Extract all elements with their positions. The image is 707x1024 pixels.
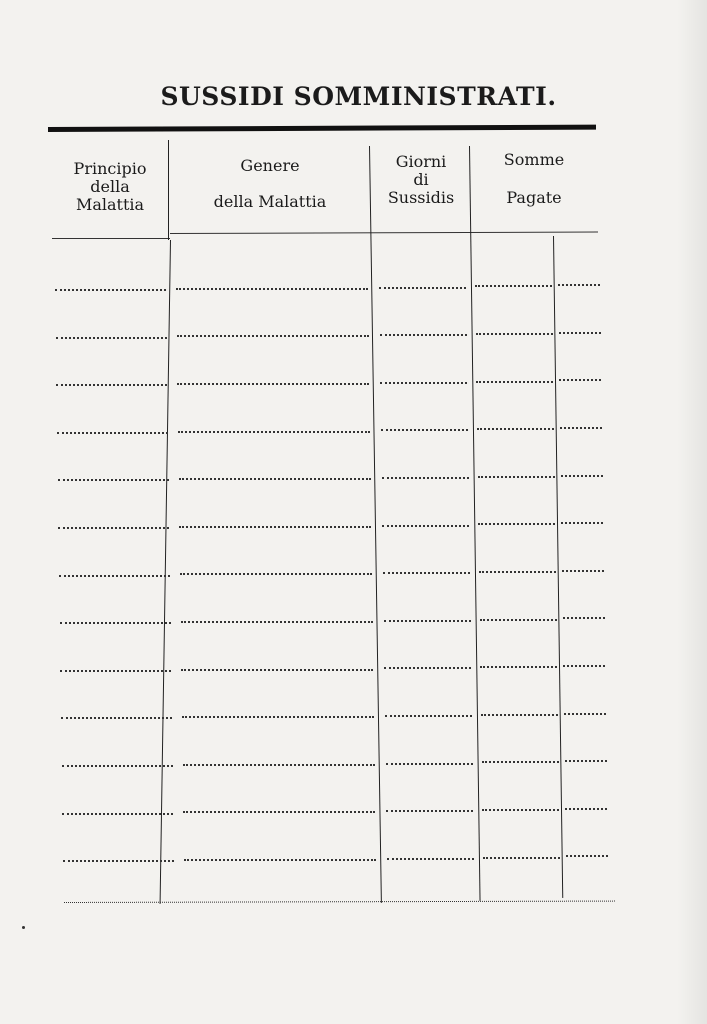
dotted-entry-line-giorni	[381, 429, 468, 431]
column-divider-2	[369, 146, 382, 903]
dotted-entry-line-somme-cent	[563, 665, 605, 667]
dotted-entry-line-giorni	[382, 525, 469, 527]
dotted-entry-line-principio	[59, 575, 170, 577]
dotted-entry-line-somme-lire	[480, 666, 557, 668]
dotted-entry-line-genere	[181, 621, 373, 623]
column-divider-1	[168, 140, 169, 240]
dotted-entry-line-somme-lire	[481, 714, 558, 716]
dotted-entry-line-somme-lire	[475, 285, 552, 287]
dotted-entry-line-somme-lire	[478, 523, 555, 525]
dotted-entry-line-principio	[62, 765, 173, 767]
dotted-entry-line-giorni	[384, 667, 471, 669]
header-principio	[52, 160, 168, 214]
dotted-entry-line-principio	[56, 337, 167, 339]
dotted-entry-line-giorni	[385, 715, 472, 717]
dotted-entry-line-principio	[60, 670, 171, 672]
dotted-entry-line-genere	[179, 526, 371, 528]
dotted-entry-line-somme-cent	[566, 855, 608, 857]
dotted-entry-line-genere	[176, 288, 368, 290]
dotted-entry-line-principio	[58, 527, 169, 529]
header-giorni-line-1: Giorni	[395, 152, 447, 171]
dotted-entry-line-somme-cent	[562, 570, 604, 572]
dotted-entry-line-genere	[183, 811, 375, 813]
dotted-entry-line-somme-lire	[478, 476, 555, 478]
dotted-entry-line-giorni	[382, 477, 469, 479]
dotted-entry-line-genere	[181, 669, 373, 671]
dotted-entry-line-giorni	[379, 287, 466, 289]
column-divider-1-body	[160, 240, 171, 904]
dotted-entry-line-somme-cent	[560, 427, 602, 429]
dotted-entry-line-principio	[56, 384, 167, 386]
page-title: SUSSIDI SOMMINISTRATI.	[160, 82, 557, 111]
dotted-entry-line-principio	[60, 622, 171, 624]
dotted-entry-line-somme-lire	[483, 857, 560, 859]
header-principio-line-1: Principio	[73, 159, 147, 178]
header-genere	[170, 157, 370, 211]
dotted-entry-line-somme-cent	[558, 284, 600, 286]
dotted-entry-line-genere	[182, 716, 374, 718]
header-somme-line-1: Somme	[503, 150, 565, 169]
dotted-entry-line-somme-lire	[480, 619, 557, 621]
dotted-entry-line-giorni	[384, 620, 471, 622]
dotted-entry-line-somme-cent	[564, 713, 606, 715]
dotted-entry-line-genere	[177, 383, 369, 385]
header-genere-line-1: Genere	[240, 156, 300, 175]
dotted-entry-line-genere	[178, 431, 370, 433]
dotted-entry-line-somme-lire	[476, 381, 553, 383]
header-principio-line-3: Malattia	[75, 195, 145, 214]
dotted-entry-line-genere	[180, 573, 372, 575]
header-bottom-rule-right	[170, 232, 598, 234]
dotted-entry-line-principio	[63, 860, 174, 862]
dotted-entry-line-giorni	[380, 334, 467, 336]
header-bottom-rule-left	[52, 238, 170, 239]
header-giorni-line-2: di	[413, 170, 429, 189]
dotted-entry-line-somme-lire	[482, 761, 559, 763]
dotted-entry-line-somme-cent	[565, 808, 607, 810]
column-divider-4	[553, 236, 563, 898]
dotted-entry-line-giorni	[383, 572, 470, 574]
dotted-entry-line-somme-cent	[561, 475, 603, 477]
dotted-entry-line-somme-lire	[477, 428, 554, 430]
dotted-entry-line-giorni	[386, 810, 473, 812]
dotted-entry-line-giorni	[380, 382, 467, 384]
dotted-entry-line-somme-cent	[565, 760, 607, 762]
dotted-entry-line-genere	[183, 764, 375, 766]
dotted-entry-line-somme-cent	[561, 522, 603, 524]
header-somme	[472, 151, 596, 207]
dotted-entry-line-giorni	[387, 858, 474, 860]
dotted-entry-line-principio	[58, 479, 169, 481]
header-thick-rule	[48, 125, 596, 132]
dotted-entry-line-somme-cent	[559, 379, 601, 381]
dotted-entry-line-genere	[179, 478, 371, 480]
dotted-entry-line-genere	[177, 335, 369, 337]
dotted-entry-line-genere	[184, 859, 376, 861]
dotted-entry-line-somme-lire	[482, 809, 559, 811]
table-bottom-rule	[64, 901, 615, 904]
dotted-entry-line-somme-lire	[479, 571, 556, 573]
header-giorni-line-3: Sussidis	[387, 188, 455, 207]
dotted-entry-line-principio	[61, 717, 172, 719]
header-genere-line-2: della Malattia	[213, 192, 327, 211]
dotted-entry-line-somme-cent	[563, 617, 605, 619]
dotted-entry-line-giorni	[386, 763, 473, 765]
dotted-entry-line-somme-lire	[476, 333, 553, 335]
dotted-entry-line-principio	[62, 813, 173, 815]
dotted-entry-line-principio	[55, 289, 166, 291]
header-principio-line-2: della	[90, 177, 130, 196]
header-somme-line-2: Pagate	[506, 188, 562, 207]
paper-speck	[22, 926, 25, 929]
dotted-entry-line-somme-cent	[559, 332, 601, 334]
header-giorni	[371, 153, 471, 207]
dotted-entry-line-principio	[57, 432, 168, 434]
page-edge-shadow	[677, 0, 707, 1024]
